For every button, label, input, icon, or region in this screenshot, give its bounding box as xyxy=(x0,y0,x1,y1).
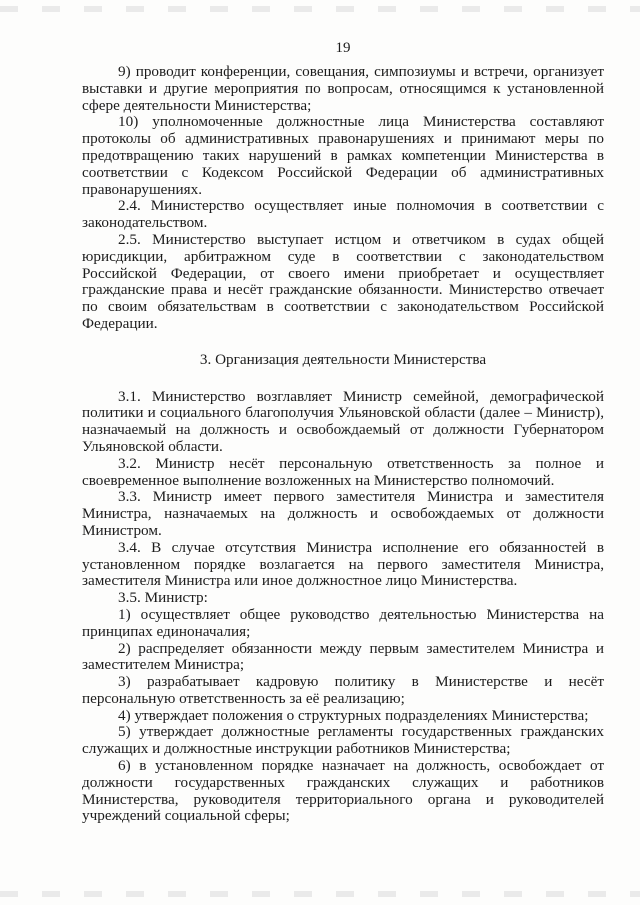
list-item: 4) утверждает положения о структурных подразделениях Министерства; xyxy=(118,706,589,724)
document-body xyxy=(82,64,604,825)
list-item: 5) утверждает должностные регламенты государственных гражданских служащих и должностные инструкции работников Министерства; xyxy=(82,723,604,758)
paragraph: 3.1. Министерство возглавляет Министр семейной, демографической политики и социального благополучия Ульяновской области (далее – Министр), назначаемый на должность и освобождаемый от должности Губернатором Ульяновской области. xyxy=(82,387,604,455)
page-number: 19 xyxy=(335,40,351,56)
list-item: 6) в установленном порядке назначает на должность, освобождает от должности государственных гражданских служащих и работников Министерства, руководителя территориального органа и руководителей учреждений социальной сферы; xyxy=(82,757,604,825)
list-item: 2) распределяет обязанности между первым заместителем Министра и заместителем Министра; xyxy=(82,639,604,674)
paragraph: 3.4. В случае отсутствия Министра исполнение его обязанностей в установленном порядке возлагается на первого заместителя Министра, заместителя Министра или иное должностное лицо Министерства. xyxy=(82,538,604,590)
paragraph: 3.5. Министр: xyxy=(118,589,208,607)
list-item: 3) разрабатывает кадровую политику в Министерстве и несёт персональную ответственность за её реализацию; xyxy=(82,673,604,707)
section-heading: 3. Организация деятельности Министерства xyxy=(199,350,487,368)
list-item: 1) осуществляет общее руководство деятельностью Министерства на принципах единоначалия; xyxy=(82,605,604,640)
paragraph: 3.3. Министр имеет первого заместителя Министра и заместителя Министра, назначаемых на должность и освобождаемых от должности Министром. xyxy=(82,488,604,539)
scan-edge-bottom xyxy=(0,891,640,897)
paragraph: 10) уполномоченные должностные лица Министерства составляют протоколы об административных правонарушениях и принимают меры по предотвращению таких нарушений в рамках компетенции Министерства в соответствии с Кодексом Российской Федерации об административных правонарушениях. xyxy=(82,113,604,198)
scan-edge-top xyxy=(0,6,640,12)
paragraph: 9) проводит конференции, совещания, симпозиумы и встречи, организует выставки и другие мероприятия по вопросам, относящимся к установленной сфере деятельности Министерства; xyxy=(82,63,604,114)
paragraph: 2.4. Министерство осуществляет иные полномочия в соответствии с законодательством. xyxy=(82,197,604,232)
paragraph: 3.2. Министр несёт персональную ответственность за полное и своевременное выполнение возложенных на Министерство полномочий. xyxy=(82,454,604,489)
paragraph: 2.5. Министерство выступает истцом и ответчиком в судах общей юрисдикции, арбитражном суде в соответствии с законодательством Российской Федерации, от своего имени приобретает и осуществляет гражданские права и несёт гражданские обязанности. Министерство отвечает по своим обязательствам в соответствии с законодательством Российской Федерации. xyxy=(82,230,604,332)
